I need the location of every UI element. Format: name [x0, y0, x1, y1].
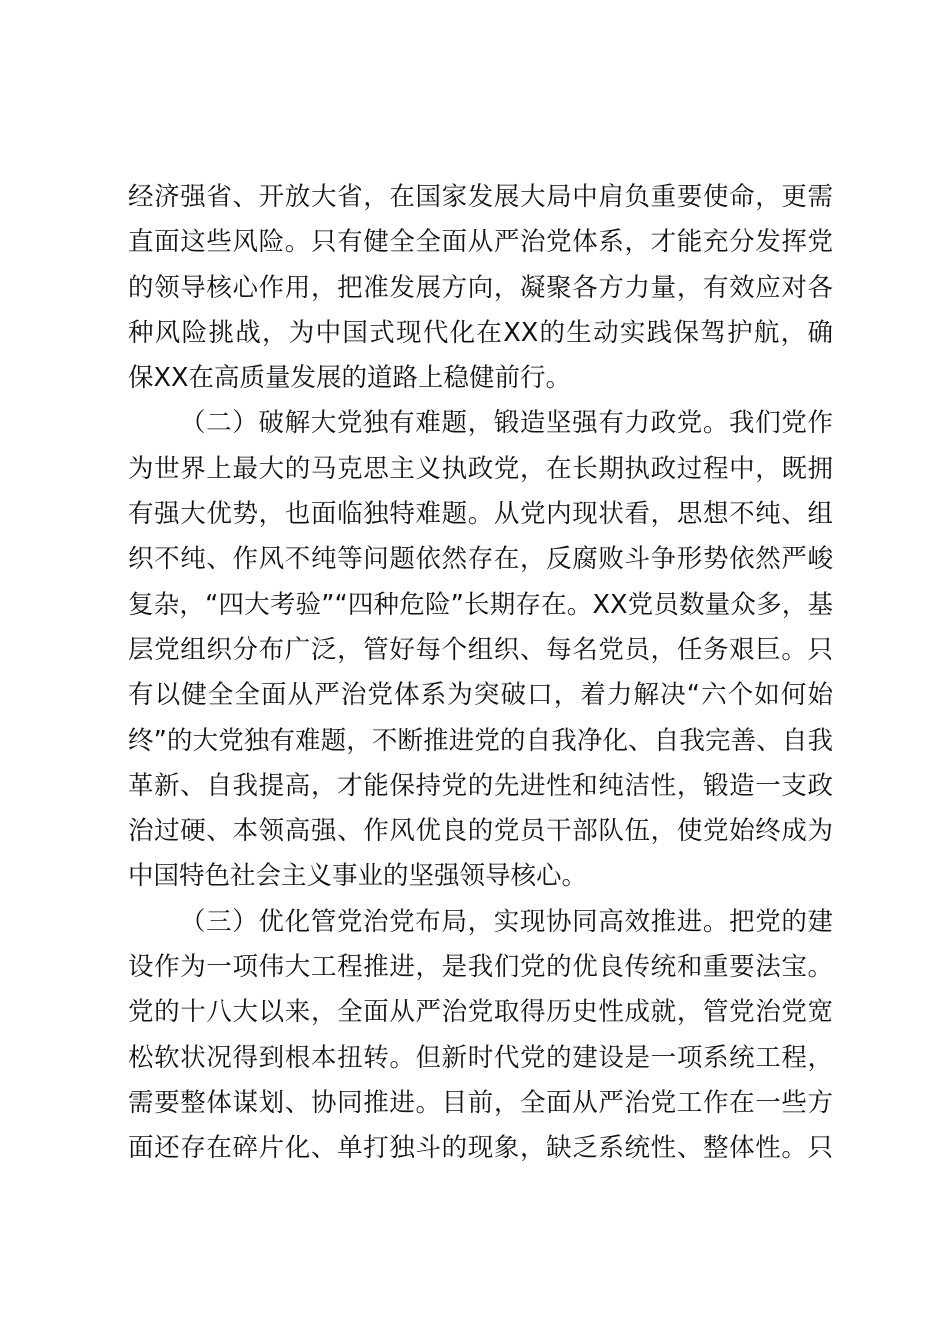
section-heading-line-2: （二）破解大党独有难题，锻造坚强有力政党。我们党作 — [180, 408, 833, 439]
text-line: 经济强省、开放大省，在国家发展大局中肩负重要使命，更需 — [128, 182, 833, 212]
section-heading-line-3: （三）优化管党治党布局，实现协同高效推进。把党的建 — [180, 906, 833, 937]
text-line: 织不纯、作风不纯等问题依然存在，反腐败斗争形势依然严峻 — [128, 544, 833, 575]
text-line: 复杂，“四大考验”“四种危险”长期存在。XX党员数量众多，基 — [128, 589, 833, 620]
text-line: 松软状况得到根本扭转。但新时代党的建设是一项系统工程， — [128, 1042, 833, 1073]
body-text — [128, 175, 833, 1172]
text-line: 党的十八大以来，全面从严治党取得历史性成就，管党治党宽 — [128, 997, 833, 1028]
text-line: 终”的大党独有难题，不断推进党的自我净化、自我完善、自我 — [128, 725, 833, 756]
text-line: 为世界上最大的马克思主义执政党，在长期执政过程中，既拥 — [128, 453, 833, 484]
text-line: 有强大优势，也面临独特难题。从党内现状看，思想不纯、组 — [128, 499, 833, 530]
text-line: 种风险挑战，为中国式现代化在XX的生动实践保驾护航，确 — [128, 317, 833, 348]
text-line: 有以健全全面从严治党体系为突破口，着力解决“六个如何始 — [128, 680, 833, 711]
text-line: 的领导核心作用，把准发展方向，凝聚各方力量，有效应对各 — [128, 272, 833, 303]
text-line: 层党组织分布广泛，管好每个组织、每名党员，任务艰巨。只 — [128, 634, 833, 665]
text-line: 治过硬、本领高强、作风优良的党员干部队伍，使党始终成为 — [128, 816, 833, 847]
paragraph-end-line: 保XX在高质量发展的道路上稳健前行。 — [128, 363, 571, 394]
text-line: 需要整体谋划、协同推进。目前，全面从严治党工作在一些方 — [128, 1087, 833, 1118]
text-line: 面还存在碎片化、单打独斗的现象，缺乏系统性、整体性。只 — [128, 1133, 833, 1164]
text-line: 设作为一项伟大工程推进，是我们党的优良传统和重要法宝。 — [128, 952, 833, 983]
paragraph-end-line: 中国特色社会主义事业的坚强领导核心。 — [128, 861, 588, 892]
text-line: 直面这些风险。只有健全全面从严治党体系，才能充分发挥党 — [128, 227, 833, 258]
text-line: 革新、自我提高，才能保持党的先进性和纯洁性，锻造一支政 — [128, 770, 833, 801]
